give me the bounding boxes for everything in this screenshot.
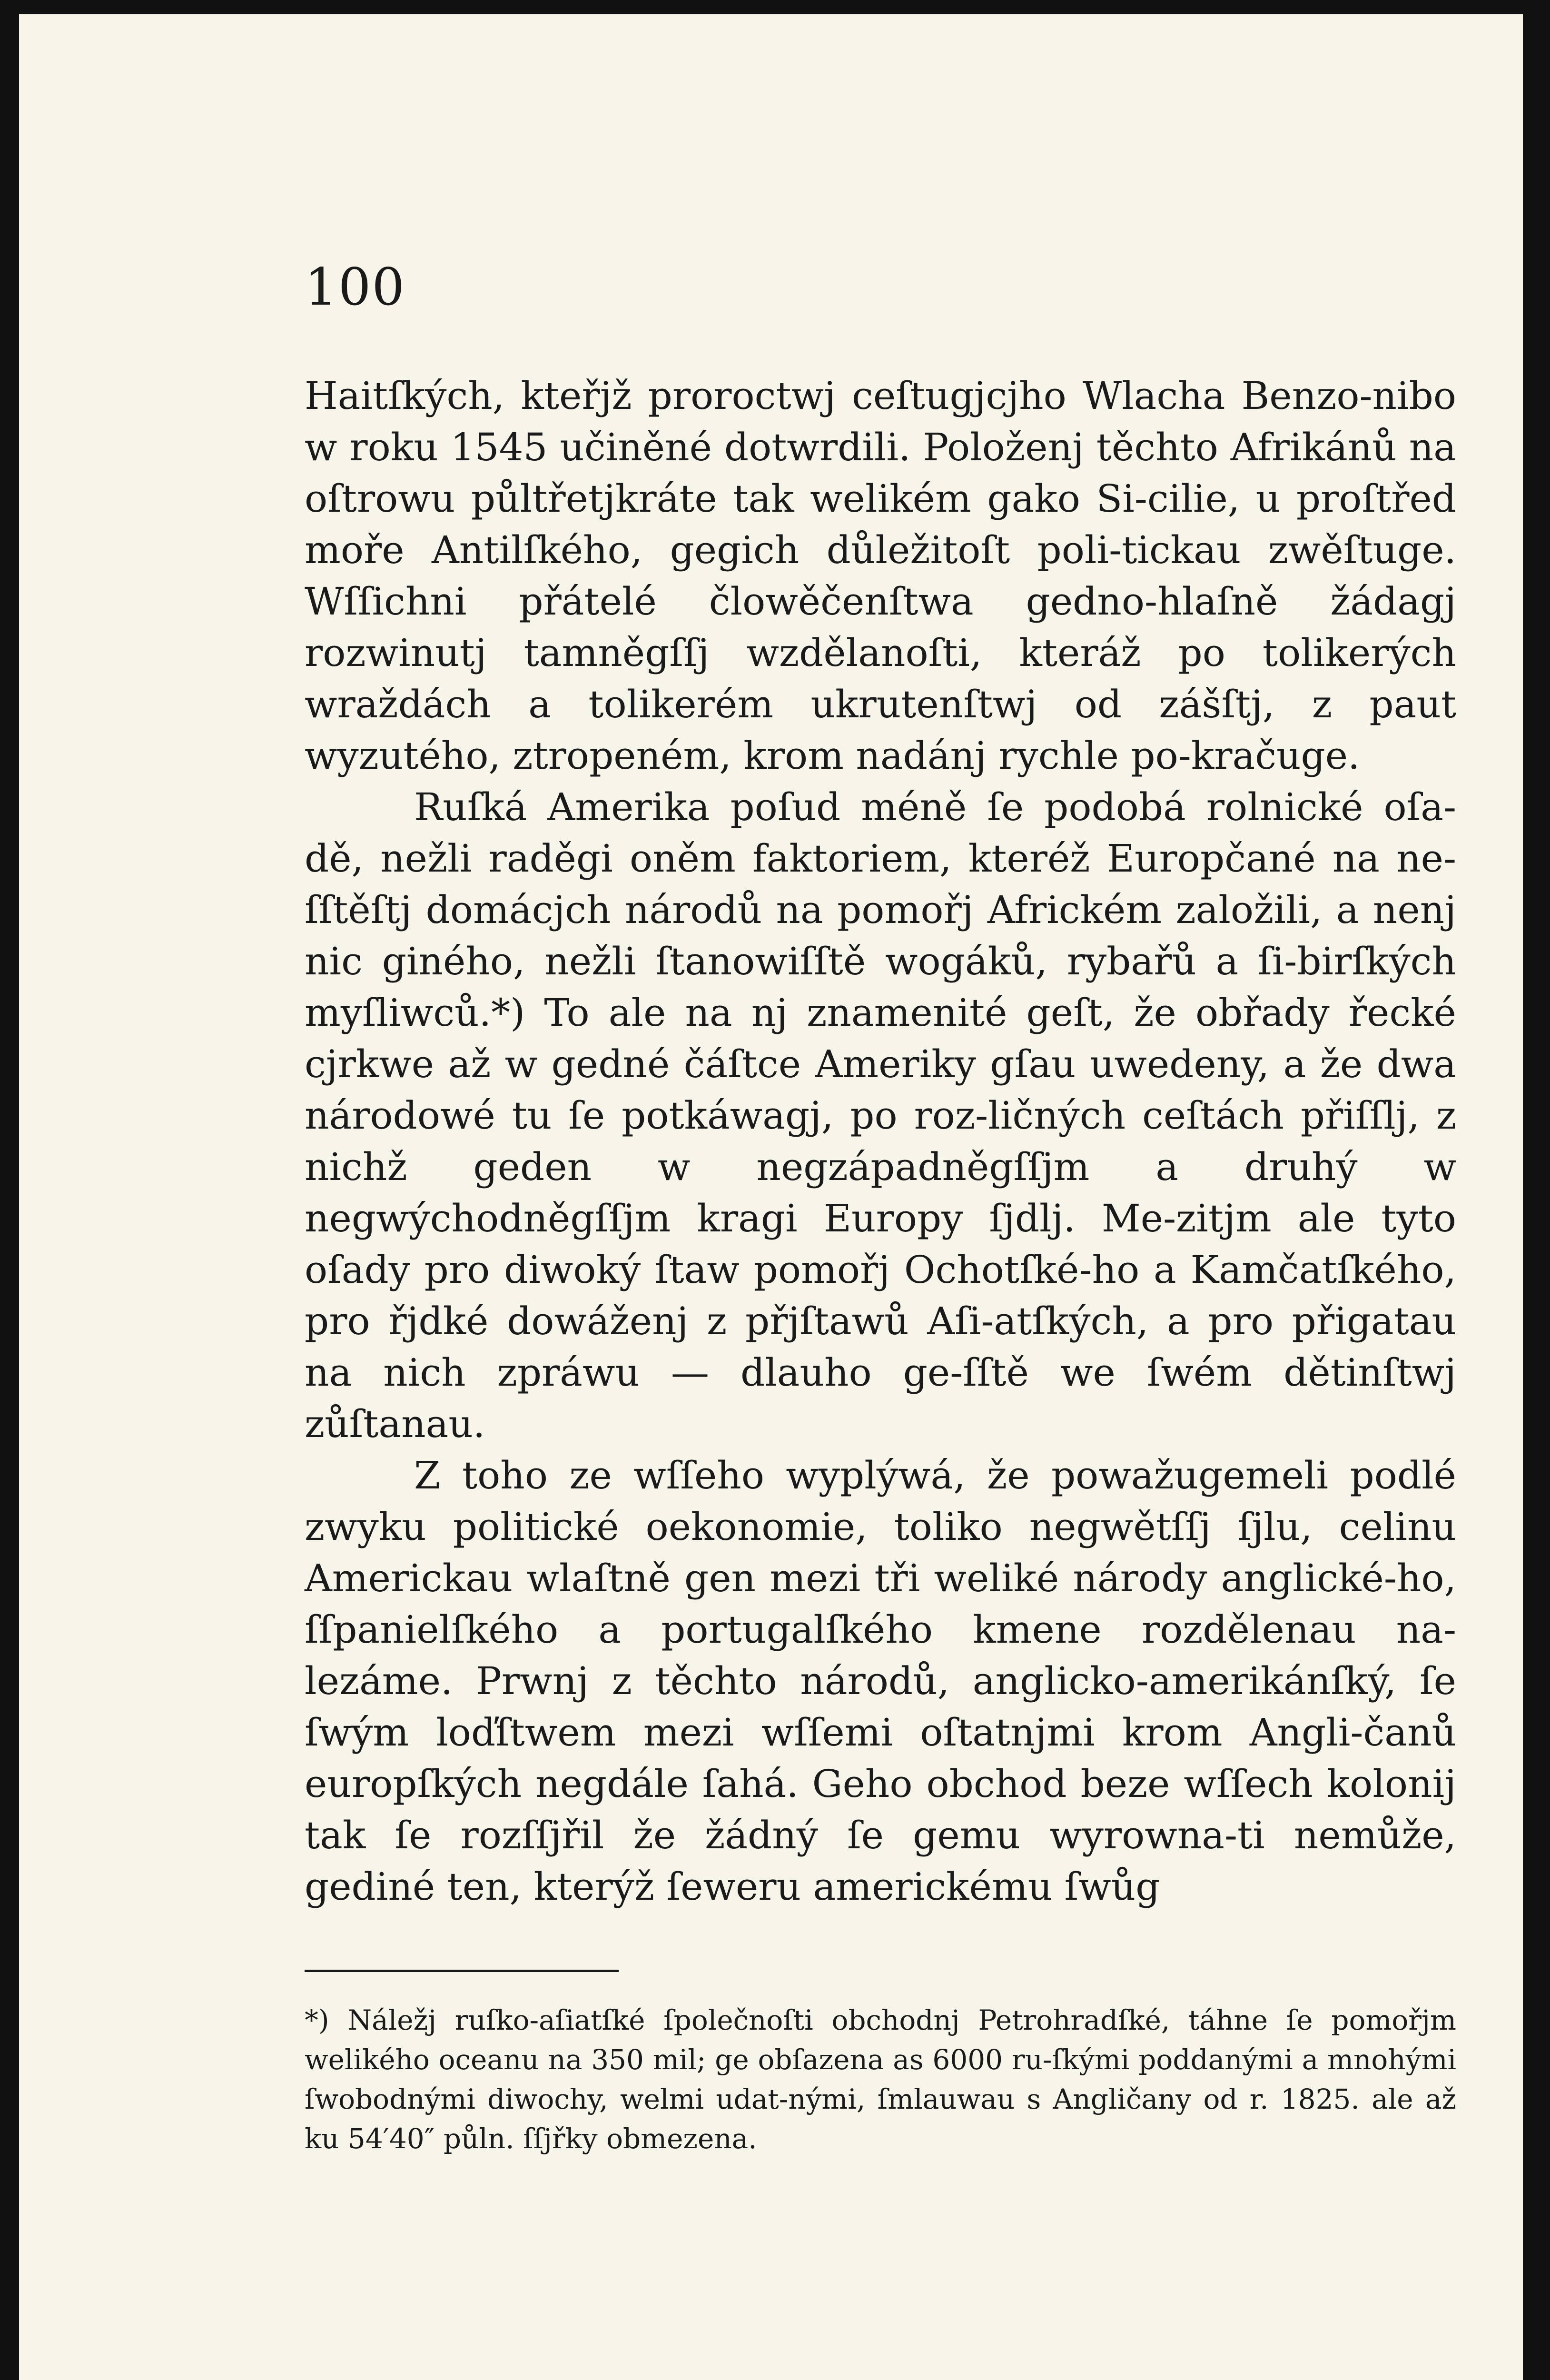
text-block — [305, 258, 1456, 2159]
paragraph-1: Haitſkých, kteřjž proroctwj ceſtugjcjho Wlacha Benzo-nibo w roku 1545 učiněné dotwrdili. Položenj těchto Afrikánů na oſtrowu půltřetjkráte tak welikém gako Si-cilie, u proſtřed moře Antilſkého, gegich důležitoſt poli-tickau zwěſtuge. Wſſichni přátelé člowěčenſtwa gedno-hlaſně žádagj rozwinutj tamněgſſj wzdělanoſti, kteráž po tolikerých wraždách a tolikerém ukrutenſtwj od zášſtj, z paut wyzutého, ztropeném, krom nadánj rychle po-kračuge. — [305, 374, 1456, 778]
paragraph-2: Ruſká Amerika poſud méně ſe podobá rolnické oſa-dě, nežli raděgi oněm faktoriem, kteréž Europčané na ne-ſſtěſtj domácjch národů na pomořj Africkém založili, a nenj nic giného, nežli ſtanowiſſtě wogáků, rybařů a ſi-birſkých myſliwců.*) To ale na nj znamenité geſt, že obřady řecké cjrkwe až w gedné čáſtce Ameriky gſau uwedeny, a že dwa národowé tu ſe potkáwagj, po roz-ličných ceſtách přiſſlj, z nichž geden w negzápadněgſſjm a druhý w negwýchodněgſſjm kragi Europy ſjdlj. Me-zitjm ale tyto oſady pro diwoký ſtaw pomořj Ochotſké-ho a Kamčatſkého, pro řjdké dowáženj z přjſtawů Aſi-atſkých, a pro přigatau na nich zpráwu — dlauho ge-ſſtě we ſwém dětinſtwj zůſtanau. — [305, 785, 1456, 1446]
footnote-separator — [305, 1970, 619, 1972]
footnote: *) Náležj ruſko-aſiatſké ſpolečnoſti obchodnj Petrohradſké, táhne ſe pomořjm welikého oceanu na 350 mil; ge obſazena as 6000 ru-ſkými poddanými a mnohými ſwobodnými diwochy, welmi udat-nými, ſmlauwau s Angličany od r. 1825. ale až ku 54′40″ půln. ſſjřky obmezena. — [305, 2004, 1456, 2155]
book-page — [19, 14, 1523, 2380]
paragraph-3: Z toho ze wſſeho wyplýwá, že powažugemeli podlé zwyku politické oekonomie, toliko negwětſſj ſjlu, celinu Americkau wlaſtně gen mezi tři weliké národy anglické-ho, ſſpanielſkého a portugalſkého kmene rozdělenau na-lezáme. Prwnj z těchto národů, anglicko-amerikánſký, ſe ſwým loďſtwem mezi wſſemi oſtatnjmi krom Angli-čanů europſkých negdále ſahá. Geho obchod beze wſſech kolonij tak ſe rozſſjřil že žádný ſe gemu wyrowna-ti nemůže, gediné ten, kterýž ſeweru americkému ſwůg — [305, 1453, 1456, 1909]
page-number: 100 — [305, 258, 406, 317]
